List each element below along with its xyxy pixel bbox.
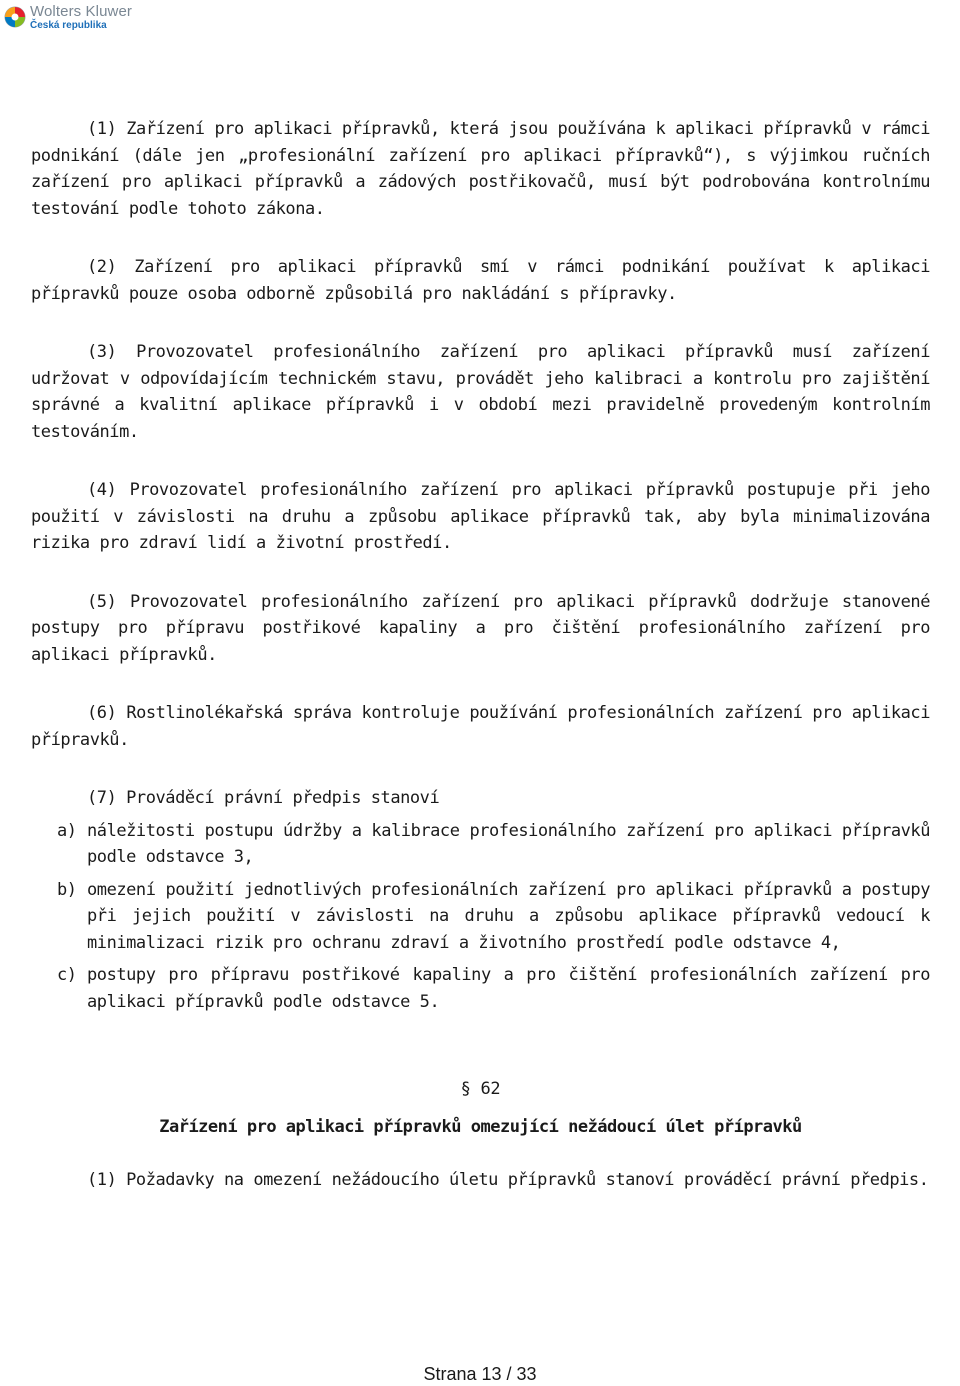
- page-number: Strana 13 / 33: [423, 1364, 537, 1384]
- logo-name: Wolters Kluwer: [30, 3, 132, 20]
- list-item-text: omezení použití jednotlivých profesionálních zařízení pro aplikaci přípravků a postupy při jejich použití v závislosti na druhu a způsobu aplikace přípravků vedoucí k minimalizaci rizik pro ochranu zdraví a životního prostředí podle odstavce 4,: [87, 879, 930, 953]
- list-item-marker: a): [57, 820, 77, 841]
- document-body: [31, 116, 930, 1226]
- paragraph-2: (2) Zařízení pro aplikaci přípravků smí v rámci podnikání používat k aplikaci přípravků pouze osoba odborně způsobilá pro nakládání s přípravky.: [31, 257, 930, 304]
- paragraph-4: (4) Provozovatel profesionálního zařízení pro aplikaci přípravků postupuje při jeho použití v závislosti na druhu a způsobu aplikace přípravků tak, aby byla minimalizována rizika pro zdraví lidí a životní prostředí.: [31, 480, 930, 553]
- list-item-c: [31, 962, 930, 1015]
- paragraph-3: (3) Provozovatel profesionálního zařízení pro aplikaci přípravků musí zařízení udržovat v odpovídajícím technickém stavu, provádět jeho kalibraci a kontrolu pro zajištění správné a kvalitní aplikace přípravků i v období mezi pravidelně provedeným kontrolním testováním.: [31, 342, 930, 442]
- list-item-marker: c): [57, 965, 77, 985]
- paragraph-6: (6) Rostlinolékařská správa kontroluje používání profesionálních zařízení pro aplikaci přípravků.: [31, 703, 930, 750]
- section-paragraph-1: (1) Požadavky na omezení nežádoucího úletu přípravků stanoví prováděcí právní předpis.: [87, 1170, 929, 1190]
- list-item-b: [31, 877, 930, 957]
- logo-subtitle: Česká republika: [30, 20, 107, 31]
- wolters-kluwer-logo-icon: [4, 6, 26, 28]
- section-number: § 62: [460, 1079, 501, 1099]
- paragraph-7: (7) Prováděcí právní předpis stanoví: [87, 788, 440, 808]
- paragraph-5: (5) Provozovatel profesionálního zařízení pro aplikaci přípravků dodržuje stanovené postupy pro přípravu postřikové kapaliny a pro čištění profesionálního zařízení pro aplikaci přípravků.: [31, 591, 930, 665]
- list-item-text: postupy pro přípravu postřikové kapaliny a pro čištění profesionálních zařízení pro aplikaci přípravků podle odstavce 5.: [87, 965, 930, 1012]
- logo: [4, 4, 154, 36]
- list-item-a: [31, 818, 930, 871]
- paragraph-1: (1) Zařízení pro aplikaci přípravků, která jsou používána k aplikaci přípravků v rámci podnikání (dále jen „profesionální zařízení pro aplikaci přípravků“), s výjimkou ručních zařízení pro aplikaci přípravků a zádových postřikovačů, musí být podrobována kontrolnímu testování podle tohoto zákona.: [31, 119, 930, 219]
- list-item-text: náležitosti postupu údržby a kalibrace profesionálního zařízení pro aplikaci přípravků podle odstavce 3,: [87, 820, 930, 867]
- list-item-marker: b): [57, 879, 77, 900]
- section-title: Zařízení pro aplikaci přípravků omezující nežádoucí úlet přípravků: [159, 1117, 802, 1137]
